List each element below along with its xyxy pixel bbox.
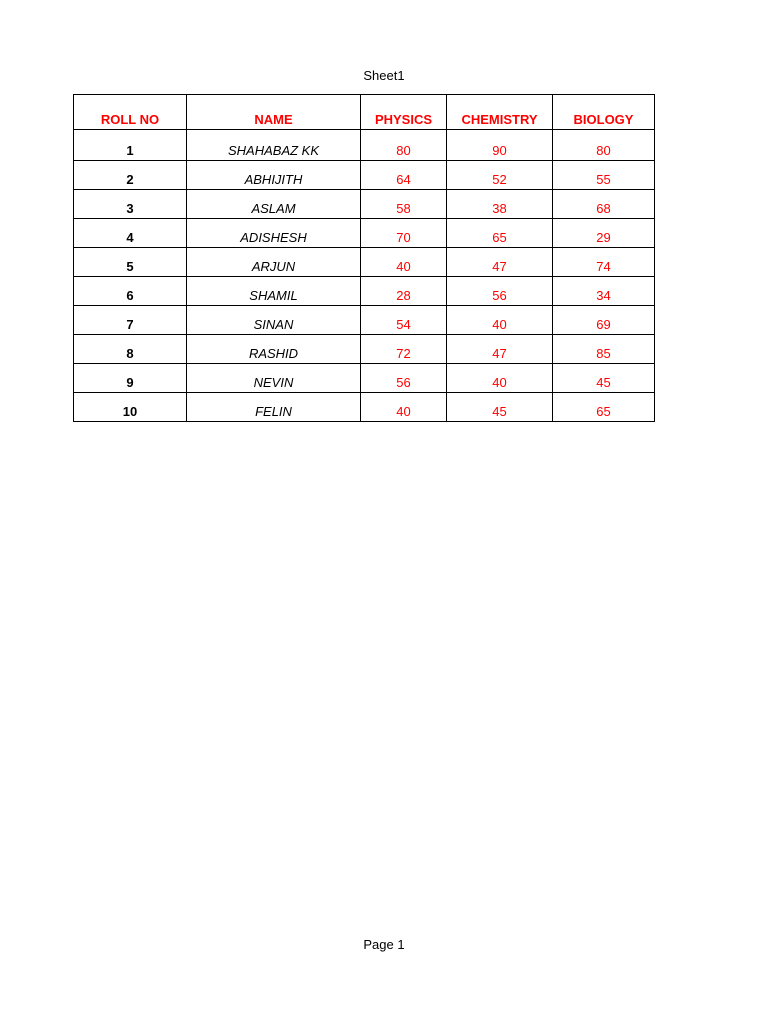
roll-no-cell: 3 [74, 190, 187, 219]
chemistry-cell: 40 [447, 364, 553, 393]
header-row [74, 95, 655, 130]
header-chemistry: CHEMISTRY [447, 95, 553, 130]
name-cell: SINAN [187, 306, 361, 335]
physics-cell: 64 [361, 161, 447, 190]
physics-cell: 28 [361, 277, 447, 306]
table-row [74, 190, 655, 219]
name-cell: FELIN [187, 393, 361, 422]
roll-no-cell: 7 [74, 306, 187, 335]
name-cell: ARJUN [187, 248, 361, 277]
page-footer: Page 1 [363, 937, 405, 952]
roll-no-cell: 2 [74, 161, 187, 190]
roll-no-cell: 1 [74, 130, 187, 161]
name-cell: NEVIN [187, 364, 361, 393]
biology-cell: 65 [553, 393, 655, 422]
table-row [74, 219, 655, 248]
biology-cell: 69 [553, 306, 655, 335]
chemistry-cell: 90 [447, 130, 553, 161]
roll-no-cell: 8 [74, 335, 187, 364]
name-cell: RASHID [187, 335, 361, 364]
biology-cell: 80 [553, 130, 655, 161]
header-physics: PHYSICS [361, 95, 447, 130]
biology-cell: 74 [553, 248, 655, 277]
physics-cell: 80 [361, 130, 447, 161]
biology-cell: 68 [553, 190, 655, 219]
name-cell: ADISHESH [187, 219, 361, 248]
physics-cell: 70 [361, 219, 447, 248]
physics-cell: 56 [361, 364, 447, 393]
chemistry-cell: 38 [447, 190, 553, 219]
chemistry-cell: 40 [447, 306, 553, 335]
physics-cell: 72 [361, 335, 447, 364]
physics-cell: 40 [361, 248, 447, 277]
biology-cell: 34 [553, 277, 655, 306]
chemistry-cell: 65 [447, 219, 553, 248]
chemistry-cell: 56 [447, 277, 553, 306]
table-row [74, 161, 655, 190]
table-row [74, 248, 655, 277]
sheet-title: Sheet1 [363, 68, 405, 83]
table-row [74, 306, 655, 335]
roll-no-cell: 10 [74, 393, 187, 422]
chemistry-cell: 52 [447, 161, 553, 190]
biology-cell: 29 [553, 219, 655, 248]
chemistry-cell: 45 [447, 393, 553, 422]
table-row [74, 130, 655, 161]
header-biology: BIOLOGY [553, 95, 655, 130]
roll-no-cell: 9 [74, 364, 187, 393]
roll-no-cell: 6 [74, 277, 187, 306]
table-row [74, 335, 655, 364]
chemistry-cell: 47 [447, 248, 553, 277]
physics-cell: 54 [361, 306, 447, 335]
physics-cell: 58 [361, 190, 447, 219]
name-cell: SHAHABAZ KK [187, 130, 361, 161]
physics-cell: 40 [361, 393, 447, 422]
biology-cell: 85 [553, 335, 655, 364]
name-cell: ASLAM [187, 190, 361, 219]
name-cell: SHAMIL [187, 277, 361, 306]
roll-no-cell: 5 [74, 248, 187, 277]
header-name: NAME [187, 95, 361, 130]
table-row [74, 277, 655, 306]
biology-cell: 45 [553, 364, 655, 393]
roll-no-cell: 4 [74, 219, 187, 248]
header-roll-no: ROLL NO [74, 95, 187, 130]
chemistry-cell: 47 [447, 335, 553, 364]
table-row [74, 364, 655, 393]
table-row [74, 393, 655, 422]
name-cell: ABHIJITH [187, 161, 361, 190]
grades-table [73, 94, 655, 422]
biology-cell: 55 [553, 161, 655, 190]
